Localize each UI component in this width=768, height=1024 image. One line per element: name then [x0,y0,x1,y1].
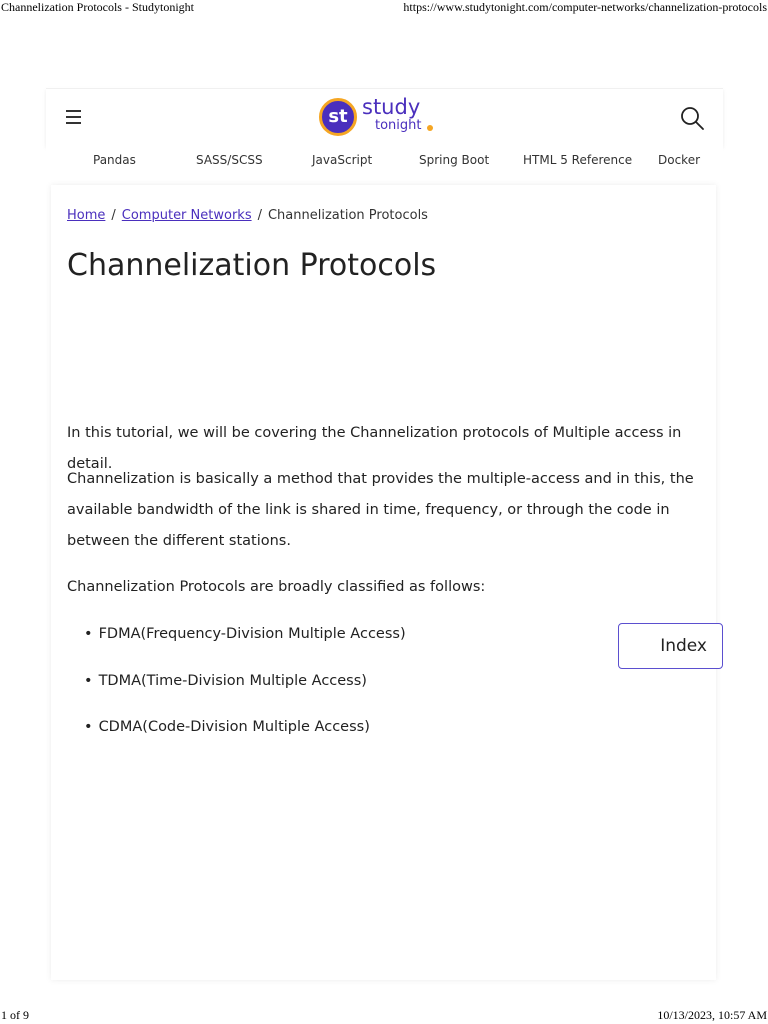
studytonight-logo[interactable] [319,97,439,139]
print-page-url: https://www.studytonight.com/computer-networks/channelization-protocols [403,0,767,14]
nav-item-sass-scss[interactable]: SASS/SCSS [196,153,263,167]
index-button[interactable]: Index [618,623,723,669]
print-header [0,0,768,16]
search-icon[interactable] [679,105,705,131]
print-datetime: 10/13/2023, 10:57 AM [657,1008,767,1022]
breadcrumb-home-link[interactable]: Home [67,208,106,223]
hamburger-menu-icon[interactable] [66,110,84,126]
protocol-list [84,620,406,760]
classification-intro-paragraph: Channelization Protocols are broadly classified as follows: [67,579,486,595]
logo-text-study: study [362,95,421,119]
site-header [46,88,723,146]
nav-item-html5-reference[interactable]: HTML 5 Reference [523,153,633,167]
breadcrumb-separator: / [257,208,262,223]
logo-badge: st [319,98,357,136]
nav-item-pandas[interactable]: Pandas [93,153,136,167]
nav-item-docker[interactable]: Docker [658,153,701,167]
breadcrumb-computer-networks-link[interactable]: Computer Networks [121,208,252,223]
print-page-number: 1 of 9 [1,1008,29,1022]
nav-item-spring-boot[interactable]: Spring Boot [419,153,490,167]
page-title: Channelization Protocols [67,248,437,283]
topic-nav-bar [46,146,723,176]
logo-dot [427,125,433,131]
list-item-cdma: • CDMA(Code-Division Multiple Access) [84,713,406,760]
intro-paragraph: In this tutorial, we will be covering the Channelization protocols of Multiple access in detail. [67,425,682,472]
logo-text-tonight: tonight [375,118,422,133]
breadcrumb [67,208,428,223]
nav-item-javascript[interactable]: JavaScript [312,153,373,167]
print-footer [0,1008,768,1024]
print-page-title: Channelization Protocols - Studytonight [1,0,194,14]
list-item-fdma: • FDMA(Frequency-Division Multiple Access) [84,620,406,667]
breadcrumb-current: Channelization Protocols [267,208,428,223]
definition-paragraph: Channelization is basically a method that provides the multiple-access and in this, the available bandwidth of the link is shared in time, frequency, or through the code in between the different stations. [67,471,694,549]
list-item-tdma: • TDMA(Time-Division Multiple Access) [84,667,406,714]
breadcrumb-separator: / [111,208,116,223]
